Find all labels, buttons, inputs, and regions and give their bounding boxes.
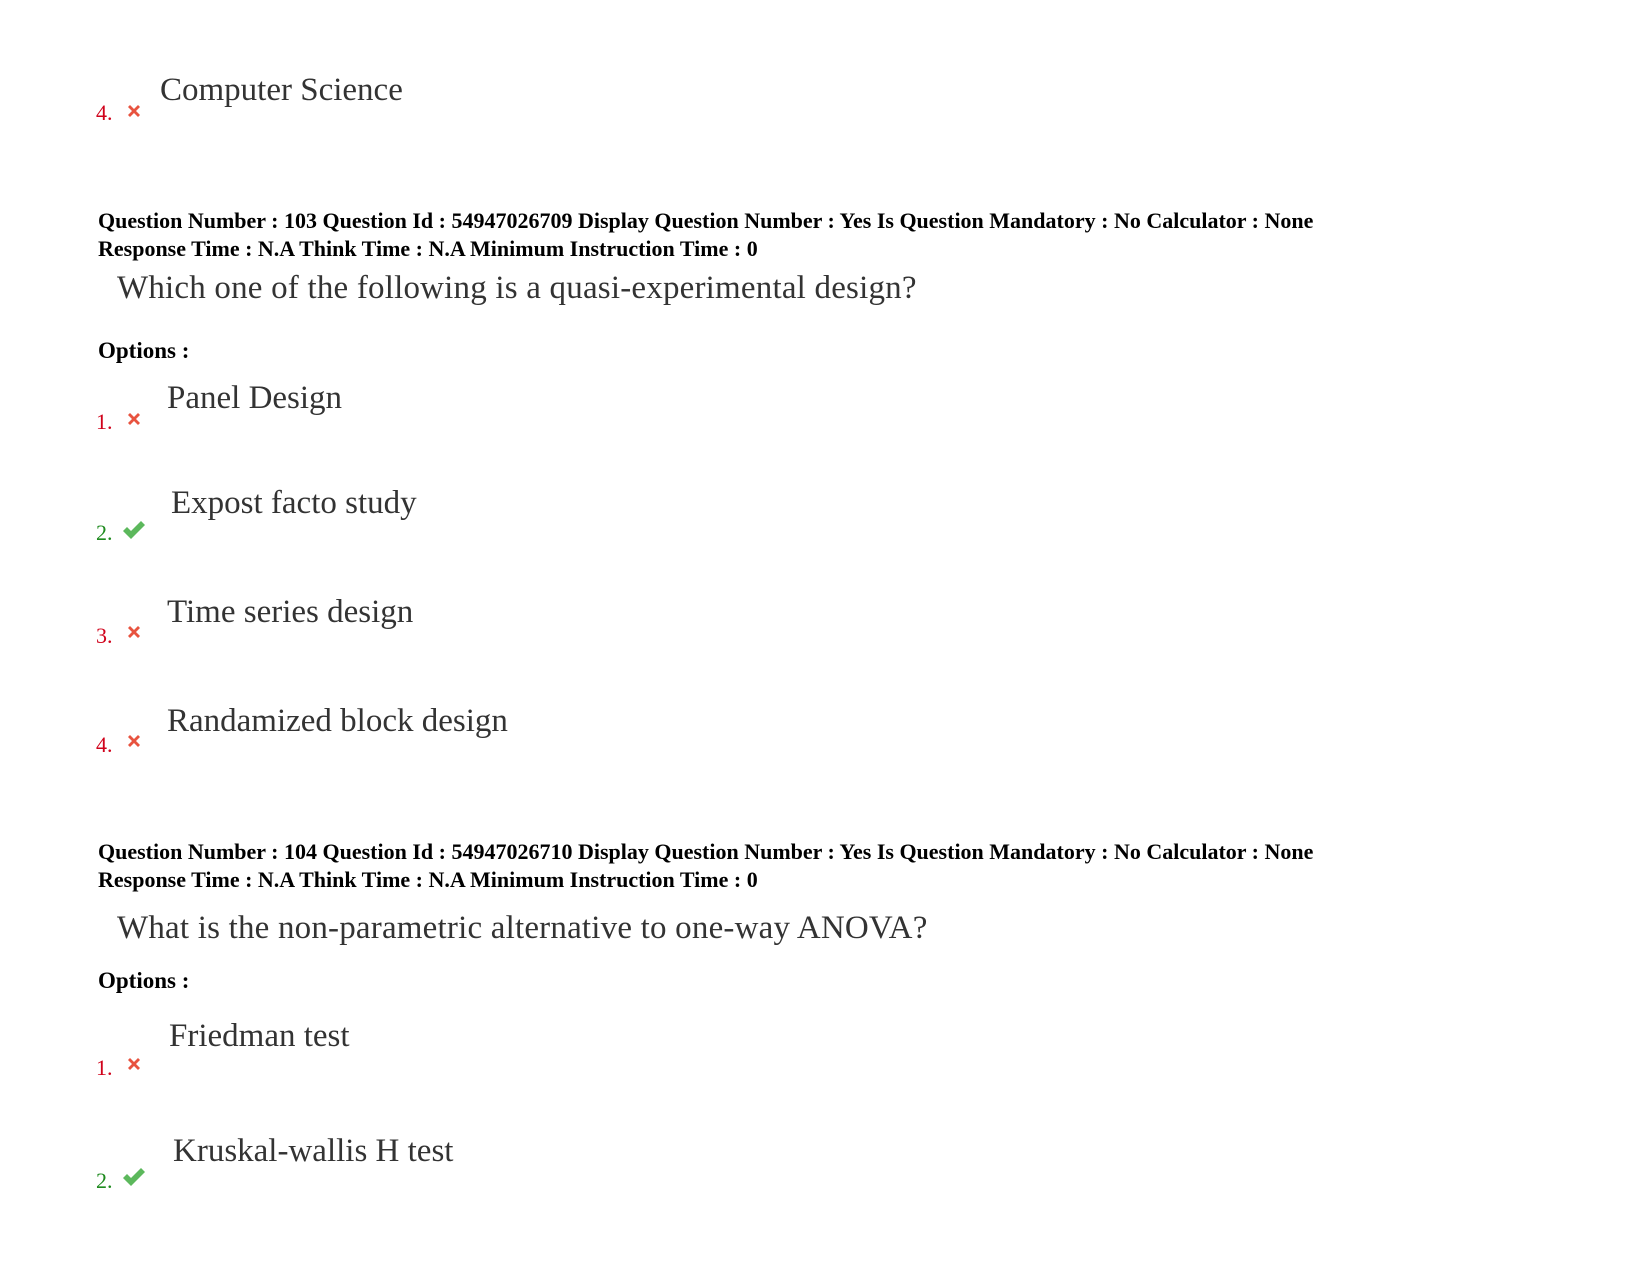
cross-icon [124,1054,144,1074]
option-number: 2. [96,520,113,545]
option-text: Randamized block design [167,703,508,739]
cross-icon [124,409,144,429]
cross-icon [124,622,144,642]
options-label: Options : [98,338,190,363]
option-text: Kruskal-wallis H test [173,1133,454,1169]
options-label: Options : [98,968,190,993]
cross-icon [124,101,144,121]
option-number: 1. [96,1055,113,1080]
check-icon [121,1166,147,1188]
question-text: What is the non-parametric alternative to one-way ANOVA? [117,910,928,946]
option-text: Computer Science [160,72,403,108]
option-number: 3. [96,623,113,648]
question-text: Which one of the following is a quasi-experimental design? [117,270,917,306]
question-meta-line2: Response Time : N.A Think Time : N.A Minimum Instruction Time : 0 [98,867,758,892]
check-icon [121,519,147,541]
option-text: Time series design [167,594,414,630]
cross-icon [124,731,144,751]
option-text: Expost facto study [171,485,417,521]
question-meta-line1: Question Number : 103 Question Id : 54947026709 Display Question Number : Yes Is Question Mandatory : No Calculator : None [98,208,1314,233]
option-number: 1. [96,409,113,434]
option-text: Friedman test [169,1018,350,1054]
option-text: Panel Design [167,380,343,416]
option-number: 4. [96,732,113,757]
question-meta-line2: Response Time : N.A Think Time : N.A Minimum Instruction Time : 0 [98,236,758,261]
question-meta-line1: Question Number : 104 Question Id : 54947026710 Display Question Number : Yes Is Question Mandatory : No Calculator : None [98,839,1314,864]
option-number: 2. [96,1168,113,1193]
option-number: 4. [96,100,113,125]
